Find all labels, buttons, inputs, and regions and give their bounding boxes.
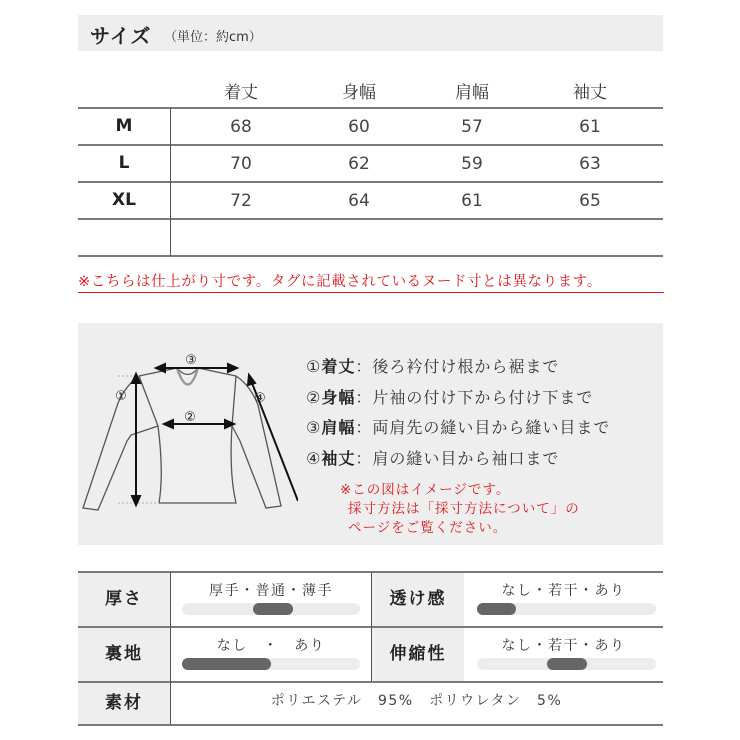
size-header bbox=[78, 15, 663, 51]
material-label: 素材 bbox=[78, 683, 170, 724]
legend-item-length: ①着丈：後ろ衿付け根から裾まで bbox=[306, 357, 560, 376]
table-divider bbox=[78, 724, 663, 726]
svg-text:③: ③ bbox=[185, 353, 197, 368]
thickness-slider bbox=[182, 603, 360, 615]
table-cell: 61 bbox=[461, 191, 483, 211]
legend-item-body-width: ②身幅：片袖の付け下から付け下まで bbox=[306, 388, 594, 407]
table-cell: 61 bbox=[579, 117, 601, 137]
col-header-shoulder: 肩幅 bbox=[455, 83, 489, 103]
stretch-options: なし・若干・あり bbox=[501, 638, 626, 654]
sheerness-options: なし・若干・あり bbox=[501, 583, 626, 599]
table-cell: 57 bbox=[461, 117, 483, 137]
table-cell: 70 bbox=[230, 154, 252, 174]
col-header-sleeve: 袖丈 bbox=[573, 83, 607, 103]
image-note: ※この図はイメージです。 bbox=[340, 482, 511, 498]
row-label-size: L bbox=[118, 153, 130, 173]
thickness-indicator bbox=[253, 603, 293, 615]
lining-slider bbox=[182, 658, 360, 670]
sheerness-slider bbox=[477, 603, 656, 615]
table-divider bbox=[78, 107, 663, 109]
svg-text:②: ② bbox=[184, 410, 196, 425]
legend-item-sleeve: ④袖丈：肩の縫い目から袖口まで bbox=[306, 449, 560, 468]
lining-label: 裏地 bbox=[78, 628, 170, 681]
table-cell: 63 bbox=[579, 154, 601, 174]
stretch-label: 伸縮性 bbox=[372, 628, 464, 681]
table-cell: 64 bbox=[348, 191, 370, 211]
sheerness-label: 透け感 bbox=[372, 573, 464, 626]
row-label-size: M bbox=[115, 116, 133, 136]
table-cell: 62 bbox=[348, 154, 370, 174]
svg-text:①: ① bbox=[115, 389, 127, 404]
sheerness-indicator bbox=[477, 603, 516, 615]
svg-text:④: ④ bbox=[254, 391, 266, 406]
table-column-divider bbox=[170, 108, 171, 256]
col-header-length: 着丈 bbox=[224, 83, 258, 103]
table-cell: 60 bbox=[348, 117, 370, 137]
thickness-label: 厚さ bbox=[78, 573, 170, 626]
finished-size-notice: ※こちらは仕上がり寸です。タグに記載されているヌード寸とは異なります。 bbox=[78, 270, 664, 293]
table-cell: 68 bbox=[230, 117, 252, 137]
see-page-note: ページをご覧ください。 bbox=[348, 520, 508, 536]
lining-options: なし ・ あり bbox=[216, 638, 326, 654]
table-cell: 65 bbox=[579, 191, 601, 211]
shirt-diagram-icon bbox=[78, 323, 298, 545]
measurement-method-note: 採寸方法は「採寸方法について」の bbox=[348, 501, 580, 517]
legend-item-shoulder: ③肩幅：両肩先の縫い目から縫い目まで bbox=[306, 418, 611, 437]
table-divider bbox=[78, 218, 663, 220]
table-divider bbox=[78, 181, 663, 183]
table-divider bbox=[78, 255, 663, 257]
thickness-options: 厚手・普通・薄手 bbox=[209, 583, 333, 599]
size-unit: （単位：約cm） bbox=[164, 30, 262, 45]
table-cell: 59 bbox=[461, 154, 483, 174]
stretch-slider bbox=[477, 658, 656, 670]
stretch-indicator bbox=[547, 658, 587, 670]
lining-indicator bbox=[182, 658, 271, 670]
size-title: サイズ bbox=[90, 24, 152, 48]
row-label-size: XL bbox=[112, 190, 136, 210]
measurement-guide-panel bbox=[78, 323, 663, 545]
material-value: ポリエステル 95% ポリウレタン 5% bbox=[270, 693, 563, 709]
table-cell: 72 bbox=[230, 191, 252, 211]
table-divider bbox=[78, 144, 663, 146]
col-header-body-width: 身幅 bbox=[342, 83, 376, 103]
